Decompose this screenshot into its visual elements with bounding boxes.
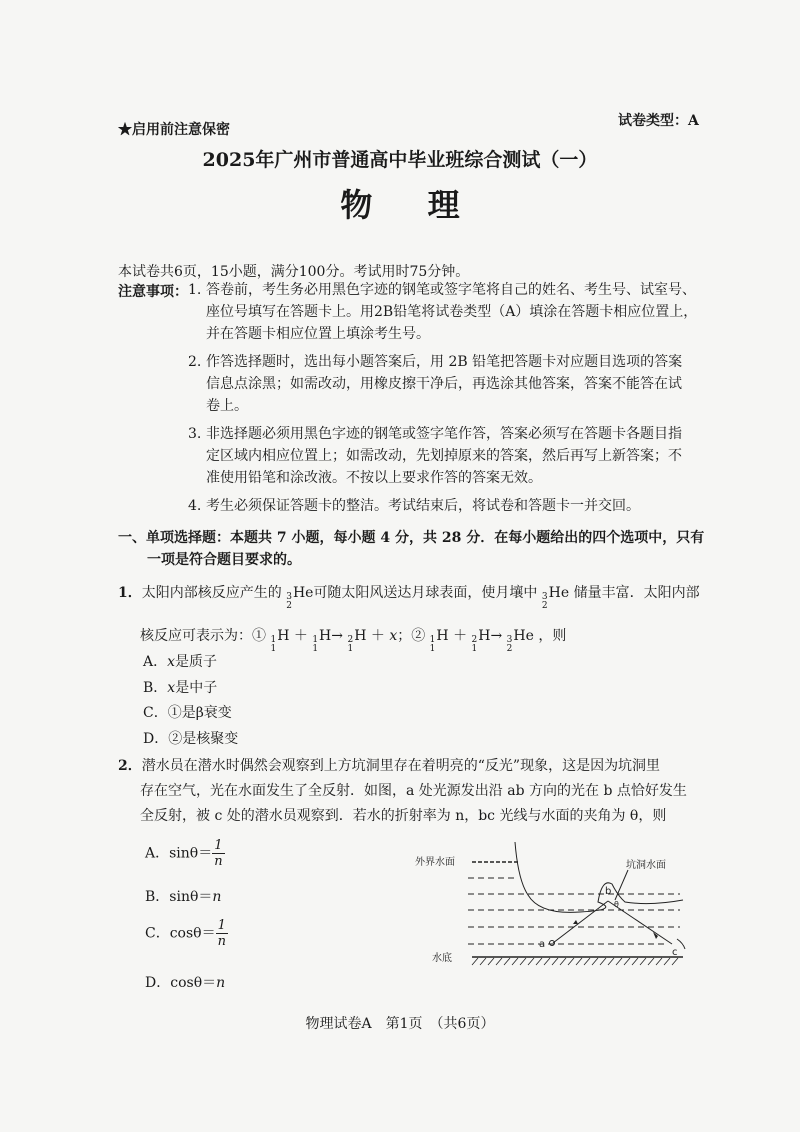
intro-text: 本试卷共6页，15小题，满分100分。考试用时75分钟。 bbox=[118, 264, 470, 280]
notes-list bbox=[188, 279, 728, 523]
label-cave-surface: 坑洞水面 bbox=[626, 860, 666, 871]
q1-text: 可随太阳风送达月球表面，使月壤中 bbox=[313, 585, 538, 601]
q1-text: 储量丰富．太阳内部 bbox=[573, 585, 700, 601]
note-line bbox=[188, 445, 728, 467]
note-number: 4. bbox=[188, 498, 202, 514]
question-1 bbox=[118, 582, 700, 654]
note-item bbox=[188, 423, 728, 489]
note-item bbox=[188, 279, 728, 345]
exam-title: 2025年广州市普通高中毕业班综合测试（一） bbox=[202, 149, 598, 171]
q2-option: A．sinθ＝ $\frac{1}{n}$ bbox=[145, 838, 223, 869]
section-1-line: 一、单项选择题：本题共 7 小题，每小题 4 分，共 28 分．在每小题给出的四个选项中，只有 bbox=[118, 530, 705, 546]
q1-text: 太阳内部核反应产生的 bbox=[141, 585, 282, 601]
label-a: a bbox=[539, 939, 546, 950]
question-2 bbox=[118, 754, 687, 829]
note-text: 座位号填写在答题卡上。用2B铅笔将试卷类型（A）填涂在答题卡相应位置上， bbox=[206, 304, 698, 320]
q2-option: D．cosθ＝n bbox=[145, 975, 226, 991]
note-text: 作答选择题时，选出每小题答案后，用 2B 铅笔把答题卡对应题目选项的答案 bbox=[206, 354, 683, 370]
label-bottom: 水底 bbox=[432, 953, 452, 964]
note-line bbox=[188, 301, 728, 323]
note-line bbox=[188, 279, 728, 301]
note-number: 3. bbox=[188, 426, 202, 442]
note-text: 非选择题必须用黑色字迹的钢笔或签字笔作答，答案必须写在答题卡各题目指 bbox=[206, 426, 682, 442]
nuclide-he3: 3 2 bbox=[286, 592, 292, 611]
note-text: 考生必须保证答题卡的整洁。考试结束后，将试卷和答题卡一并交回。 bbox=[206, 498, 640, 514]
note-text: 定区域内相应位置上；如需改动，先划掉原来的答案，然后再写上新答案；不 bbox=[206, 448, 682, 464]
note-item bbox=[188, 351, 728, 417]
total-reflection-figure bbox=[400, 840, 700, 980]
note-text: 信息点涂黑；如需改动，用橡皮擦干净后，再选涂其他答案，答案不能答在试 bbox=[206, 376, 682, 392]
label-c: c bbox=[672, 947, 678, 958]
note-line bbox=[188, 373, 728, 395]
reaction-equations: 核反应可表示为：① 1 1 H ＋ 1 1 H→ 2 1 H ＋ x；② 1 1 H ＋ 2 1 H→ 3 2 He ，则 bbox=[140, 628, 567, 654]
q2-line: 存在空气，光在水面发生了全反射．如图，a 处光源发出沿 ab 方向的光在 b 点恰好发生 bbox=[140, 783, 687, 799]
paper-type: 试卷类型：A bbox=[618, 113, 699, 129]
section-1-line: 一项是符合题目要求的。 bbox=[147, 552, 301, 568]
label-b: b bbox=[605, 886, 612, 897]
label-outer-surface: 外界水面 bbox=[415, 857, 455, 868]
q1-option: D．②是核聚变 bbox=[143, 730, 239, 747]
note-line bbox=[188, 395, 728, 417]
nuclide-he3: 3 2 bbox=[541, 592, 548, 611]
q1-option: B．x是中子 bbox=[143, 679, 218, 696]
confidential-label: ★启用前注意保密 bbox=[118, 122, 230, 138]
note-line bbox=[188, 323, 728, 345]
note-line bbox=[188, 495, 728, 517]
q1-option: A．x是质子 bbox=[143, 654, 218, 670]
note-text: 答卷前，考生务必用黑色字迹的钢笔或签字笔将自己的姓名、考生号、试室号、 bbox=[206, 282, 696, 298]
note-text: 并在答题卡相应位置上填涂考生号。 bbox=[206, 326, 430, 342]
note-line bbox=[188, 351, 728, 373]
q2-option: B．sinθ＝n bbox=[145, 889, 222, 905]
nuclide-symbol: He bbox=[292, 585, 314, 601]
q2-option: C．cosθ＝ $\frac{1}{n}$ bbox=[145, 918, 226, 949]
note-number: 2. bbox=[188, 354, 202, 370]
section-1-heading bbox=[118, 527, 704, 571]
note-text: 卷上。 bbox=[206, 398, 248, 414]
nuclide-symbol: He bbox=[548, 585, 570, 601]
note-item bbox=[188, 495, 728, 517]
note-line bbox=[188, 467, 728, 489]
question-number: 1． bbox=[118, 585, 142, 601]
note-text: 准使用铅笔和涂改液。不按以上要求作答的答案无效。 bbox=[206, 470, 542, 486]
notes-label: 注意事项： bbox=[118, 284, 188, 300]
label-theta: θ bbox=[614, 900, 619, 909]
q1-option: C．①是β衰变 bbox=[143, 705, 232, 721]
page-footer: 物理试卷A 第1页 （共6页） bbox=[305, 1016, 495, 1032]
q2-line: 2．潜水员在潜水时偶然会观察到上方坑洞里存在着明亮的“反光”现象，这是因为坑洞里 bbox=[118, 758, 661, 774]
q2-line: 全反射，被 c 处的潜水员观察到．若水的折射率为 n，bc 光线与水面的夹角为 θ，则 bbox=[140, 808, 667, 824]
subject-title: 物 理 bbox=[340, 186, 482, 224]
q1-options bbox=[143, 650, 238, 752]
note-line bbox=[188, 423, 728, 445]
note-number: 1. bbox=[188, 282, 202, 298]
